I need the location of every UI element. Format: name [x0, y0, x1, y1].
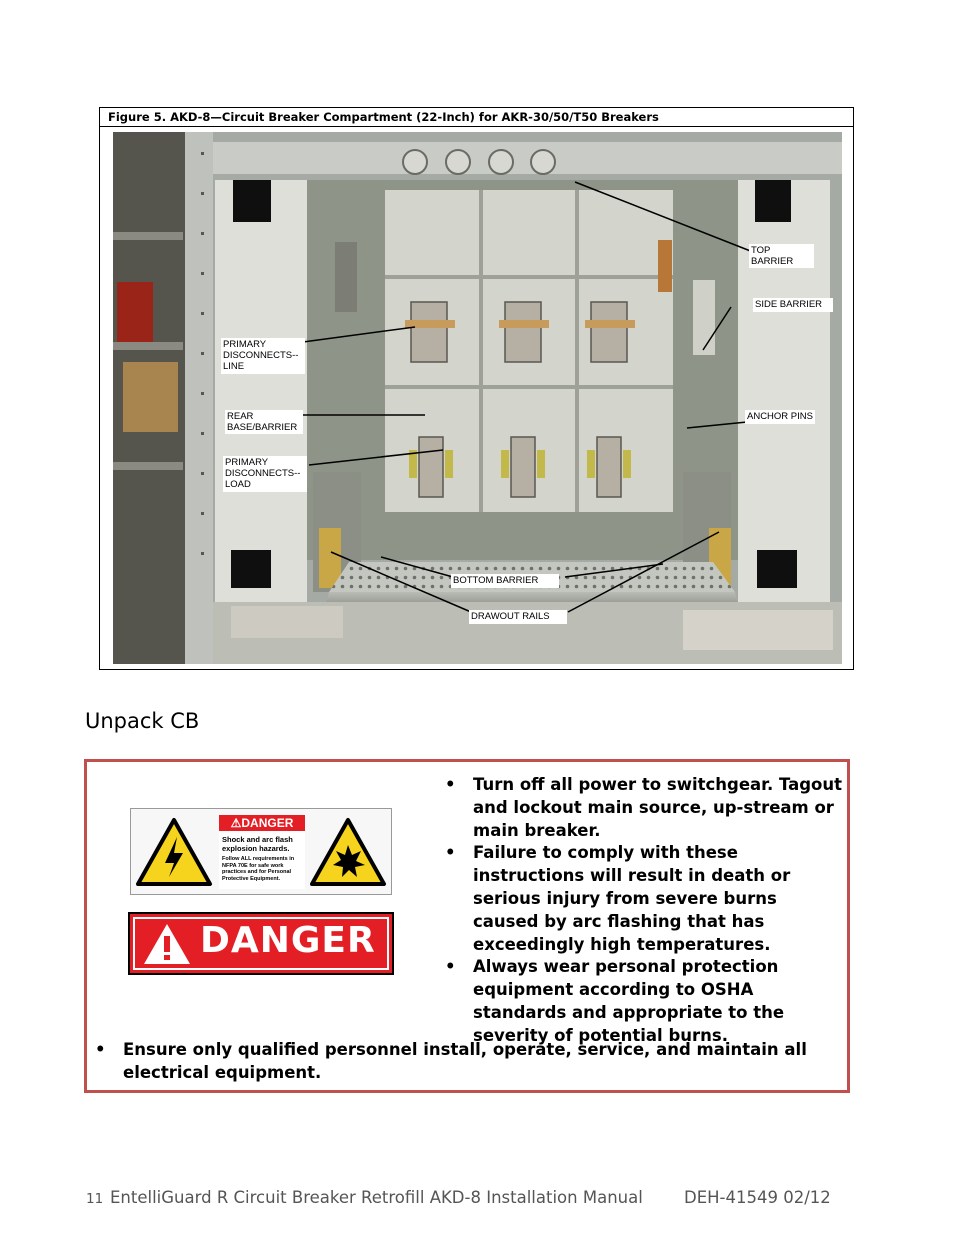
danger-sign-word: DANGER — [200, 920, 376, 961]
callout-primary-disconnects-load: PRIMARY DISCONNECTS-- LOAD — [223, 456, 307, 492]
figure-caption: Figure 5. AKD-8—Circuit Breaker Compartment (22-Inch) for AKR-30/50/T50 Breakers — [100, 108, 853, 127]
list-item: • Turn off all power to switchgear. Tagout and lockout main source, up-stream or main breaker. — [445, 774, 845, 842]
manual-title: EntelliGuard R Circuit Breaker Retrofill AKD-8 Installation Manual — [110, 1188, 643, 1207]
callout-rear-base-barrier: REAR BASE/BARRIER — [225, 410, 303, 434]
section-heading: Unpack CB — [85, 709, 200, 733]
exclamation-warning-icon — [142, 922, 192, 966]
danger-bullet-list — [445, 774, 845, 1048]
danger-warning-box — [84, 759, 850, 1093]
callout-anchor-pins: ANCHOR PINS — [745, 410, 815, 424]
figure-5 — [99, 107, 854, 670]
arc-flash-explosion-icon — [309, 817, 387, 887]
page-number: 11 — [86, 1191, 104, 1207]
breaker-compartment-photo — [113, 132, 842, 664]
callout-top-barrier: TOP BARRIER — [749, 244, 814, 268]
qualified-personnel-bullet: • Ensure only qualified personnel install, operate, service, and maintain all electrical equipment. — [95, 1039, 863, 1085]
arc-flash-danger-label — [130, 808, 392, 895]
label-instructions-text: Follow ALL requirements in NFPA 70E for safe work practices and for Personal Protective Equipment. — [222, 856, 295, 882]
callout-primary-disconnects-line: PRIMARY DISCONNECTS-- LINE — [221, 338, 305, 374]
danger-sign — [128, 912, 394, 975]
list-item: • Always wear personal protection equipment according to OSHA standards and appropriate to the severity of potential burns. — [445, 956, 845, 1047]
callout-drawout-rails: DRAWOUT RAILS — [469, 610, 567, 624]
warning-triangle-icon: ⚠ — [230, 816, 242, 830]
callout-bottom-barrier: BOTTOM BARRIER — [451, 574, 559, 588]
label-hazard-text: Shock and arc flash explosion hazards. — [222, 835, 293, 853]
electric-shock-warning-icon — [135, 817, 213, 887]
document-code: DEH-41549 02/12 — [684, 1188, 831, 1207]
callout-side-barrier: SIDE BARRIER — [753, 298, 833, 312]
list-item: • Failure to comply with these instructions will result in death or serious injury from severe burns caused by arc flashing that has exceedingly high temperatures. — [445, 842, 845, 956]
danger-label-heading: ⚠DANGER — [219, 815, 305, 831]
